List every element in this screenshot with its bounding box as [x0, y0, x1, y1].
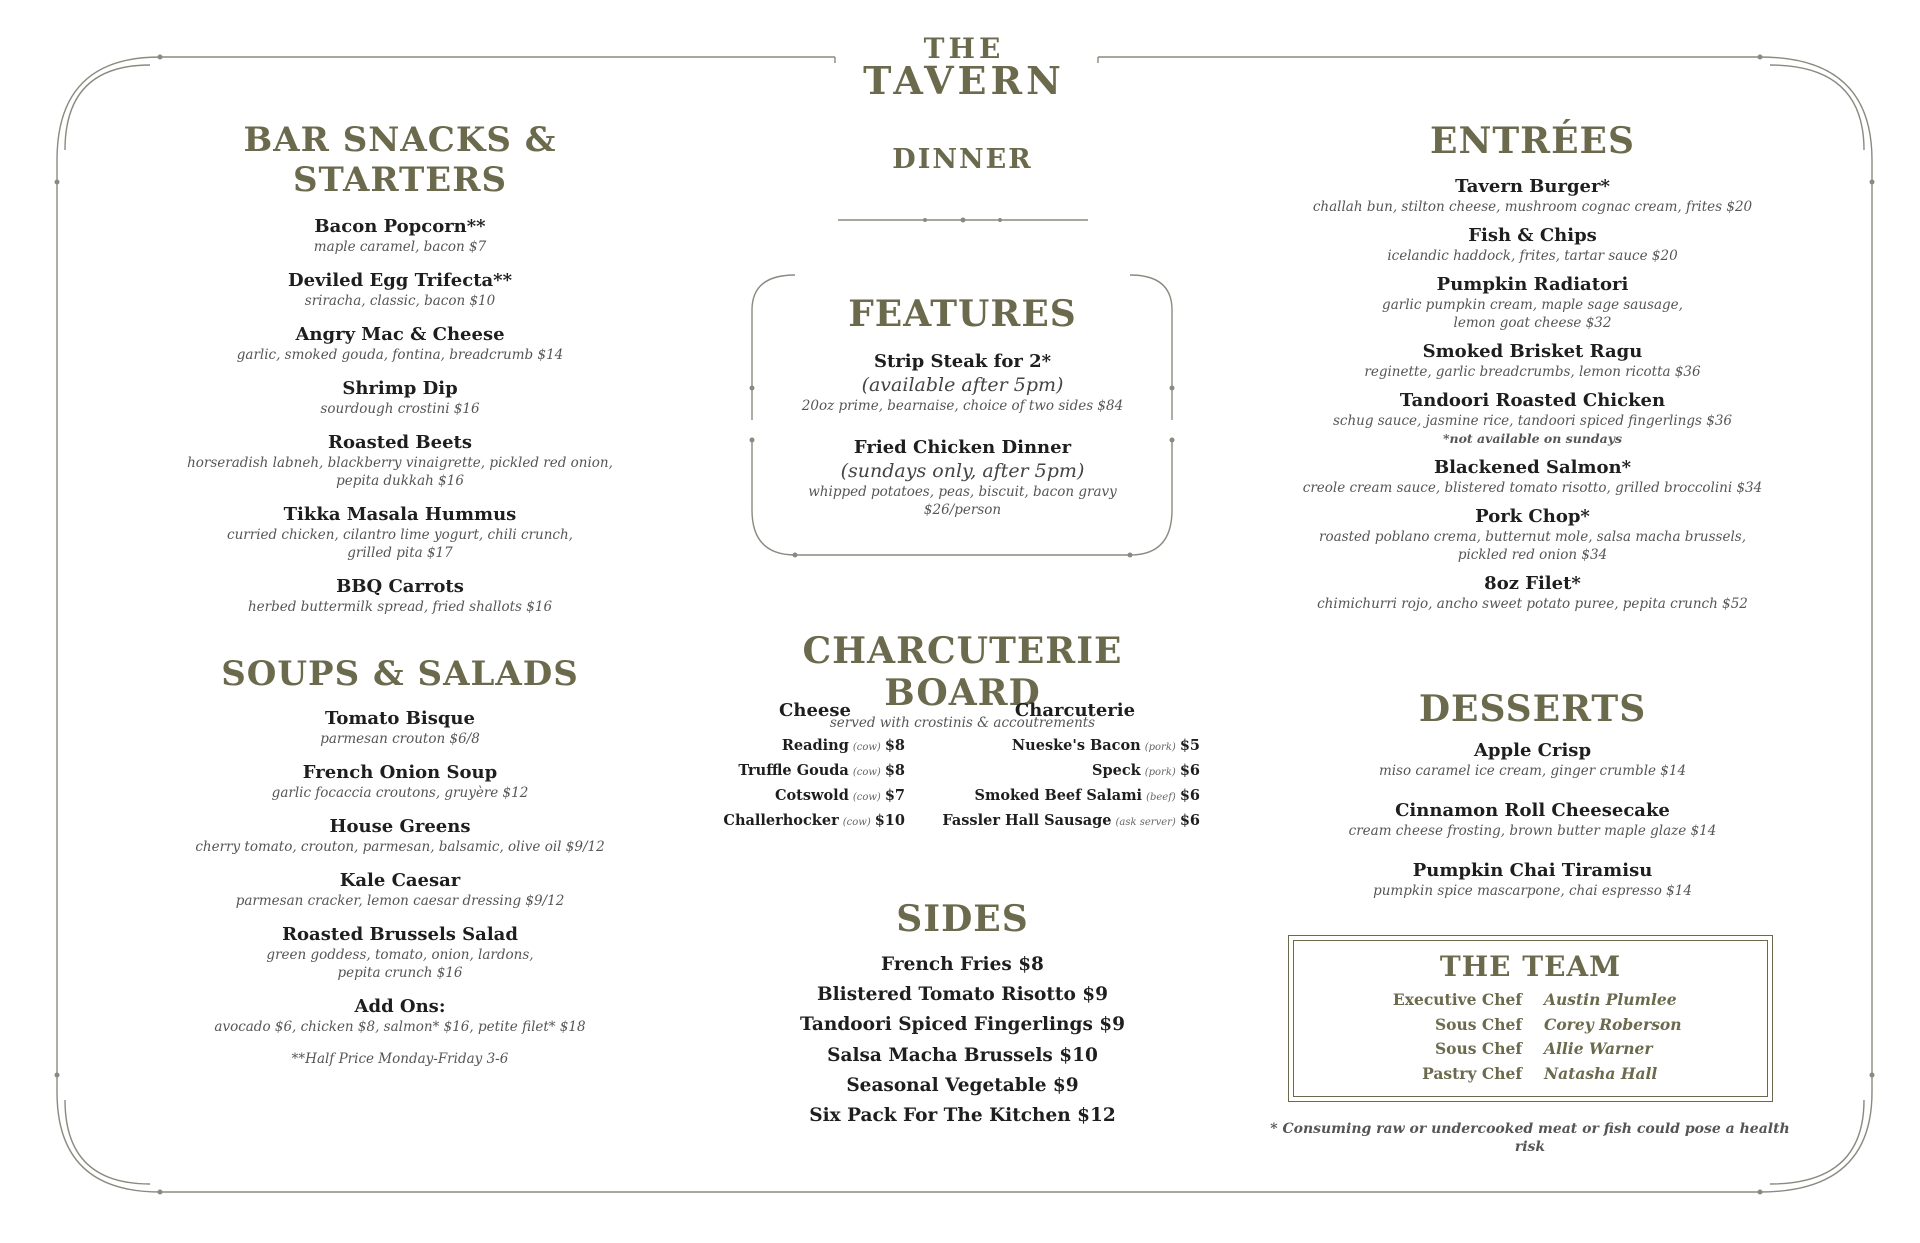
- sides-heading: SIDES: [896, 898, 1029, 940]
- board-row: [720, 759, 905, 784]
- menu-item-note: *not available on sundays: [1442, 431, 1623, 446]
- board-item-name: Smoked Beef Salami: [974, 787, 1143, 804]
- team-member-name: Allie Warner: [1544, 1039, 1653, 1058]
- menu-item-name: French Onion Soup: [302, 762, 498, 783]
- menu-item-description: pumpkin spice mascarpone, chai espresso $14: [1373, 883, 1692, 899]
- menu-item-description: 20oz prime, bearnaise, choice of two sides $84: [801, 398, 1124, 414]
- logo-tavern: TAVERN: [863, 58, 1065, 103]
- menu-item-name: Kale Caesar: [339, 870, 461, 891]
- menu-item: [1295, 176, 1770, 216]
- entrees-section: [1295, 120, 1770, 622]
- cheese-heading: Cheese: [779, 700, 851, 721]
- board-item-animal: (cow): [852, 792, 881, 803]
- menu-item-description: pepita dukkah $16: [336, 473, 464, 489]
- board-item-name: Truffle Gouda: [738, 762, 849, 779]
- team-member: [1289, 1039, 1772, 1064]
- menu-item-description: pepita crunch $16: [337, 965, 463, 981]
- menu-item-name: Pumpkin Chai Tiramisu: [1412, 860, 1653, 881]
- board-item-animal: (pork): [1144, 767, 1176, 778]
- menu-item: [1295, 390, 1770, 448]
- features-section: [720, 293, 1205, 541]
- meal-label-wrap: [720, 144, 1205, 175]
- half-price-note: **Half Price Monday-Friday 3-6: [291, 1051, 509, 1067]
- menu-item-name: House Greens: [329, 816, 471, 837]
- team-member-name: Natasha Hall: [1544, 1063, 1658, 1083]
- board-item-price: $6: [1179, 787, 1200, 804]
- menu-item-name: Pumpkin Radiatori: [1436, 274, 1629, 295]
- sides-list: [720, 950, 1205, 1131]
- team-member-name: Corey Roberson: [1544, 1014, 1682, 1034]
- menu-item: [1295, 860, 1770, 900]
- menu-item-name: Add Ons:: [354, 996, 446, 1017]
- board-item-name: Nueske's Bacon: [1011, 737, 1141, 754]
- menu-item-name: Pork Chop*: [1475, 506, 1590, 527]
- board-row: [940, 759, 1200, 784]
- menu-item-name: Tikka Masala Hummus: [283, 504, 517, 525]
- cheese-heading-wrap: [720, 700, 910, 721]
- menu-item: [720, 351, 1205, 415]
- menu-item-description: creole cream sauce, blistered tomato risotto, grilled broccolini $34: [1302, 480, 1763, 496]
- menu-item: [160, 432, 640, 490]
- menu-item: [1295, 274, 1770, 332]
- menu-item-description: sourdough crostini $16: [320, 401, 480, 417]
- team-member: [1289, 990, 1772, 1015]
- menu-item-description: green goddess, tomato, onion, lardons,: [266, 947, 534, 963]
- side-item: Salsa Macha Brussels $10: [827, 1044, 1098, 1066]
- side-item: Tandoori Spiced Fingerlings $9: [799, 1014, 1126, 1036]
- board-row: [940, 734, 1200, 759]
- team-member-role: Sous Chef: [1434, 1014, 1522, 1034]
- menu-item-description: horseradish labneh, blackberry vinaigrette, pickled red onion,: [187, 455, 613, 471]
- menu-item-name: Fish & Chips: [1468, 225, 1597, 246]
- menu-item-description: maple caramel, bacon $7: [313, 239, 487, 255]
- menu-item-name: Apple Crisp: [1473, 740, 1592, 761]
- menu-item-description: parmesan crouton $6/8: [320, 731, 480, 747]
- board-item-name: Fassler Hall Sausage: [942, 812, 1112, 829]
- menu-item-description: herbed buttermilk spread, fried shallots $16: [247, 599, 553, 615]
- menu-item-name: Fried Chicken Dinner: [853, 437, 1072, 458]
- team-member-role: Pastry Chef: [1422, 1063, 1522, 1083]
- board-item-animal: (pork): [1144, 742, 1176, 753]
- side-item: Blistered Tomato Risotto $9: [817, 984, 1108, 1006]
- board-row: [720, 809, 905, 834]
- menu-item-description: miso caramel ice cream, ginger crumble $14: [1378, 763, 1687, 779]
- charcuterie-heading: CHARCUTERIE BOARD: [802, 630, 1123, 714]
- menu-item-name: Roasted Brussels Salad: [282, 924, 518, 945]
- menu-item-description: lemon goat cheese $32: [1453, 315, 1612, 331]
- menu-item: [1295, 740, 1770, 780]
- menu-item: [160, 816, 640, 856]
- menu-item: [720, 437, 1205, 519]
- menu-item-description: garlic, smoked gouda, fontina, breadcrumb $14: [236, 347, 564, 363]
- menu-item: [160, 378, 640, 418]
- menu-item-name: Cinnamon Roll Cheesecake: [1395, 800, 1670, 821]
- charcuterie-subtitle: served with crostinis & accoutrements: [829, 715, 1096, 731]
- menu-item: [160, 708, 640, 748]
- team-box: [1288, 935, 1773, 1102]
- soups-list: [160, 708, 640, 1036]
- board-item-animal: (ask server): [1115, 817, 1176, 828]
- board-item-name: Challerhocker: [723, 812, 839, 829]
- team-member-name: Austin Plumlee: [1544, 990, 1677, 1009]
- menu-item-description: schug sauce, jasmine rice, tandoori spiced fingerlings $36: [1332, 413, 1732, 429]
- desserts-heading: DESSERTS: [1418, 688, 1647, 730]
- menu-item: [1295, 225, 1770, 265]
- board-item-name: Cotswold: [774, 787, 849, 804]
- team-heading: THE TEAM: [1439, 950, 1622, 983]
- menu-item: [160, 762, 640, 802]
- menu-item-note: (sundays only, after 5pm): [840, 460, 1085, 482]
- menu-item: [160, 216, 640, 256]
- menu-item-description: chimichurri rojo, ancho sweet potato puree, pepita crunch $52: [1317, 596, 1748, 612]
- side-item: French Fries $8: [881, 954, 1044, 975]
- board-item-price: $8: [884, 737, 905, 754]
- menu-item-description: garlic pumpkin cream, maple sage sausage,: [1382, 297, 1683, 313]
- entrees-list: [1295, 176, 1770, 613]
- board-row: [720, 784, 905, 809]
- menu-item-name: 8oz Filet*: [1484, 573, 1581, 594]
- health-disclaimer: * Consuming raw or undercooked meat or fish could pose a health risk: [1270, 1121, 1790, 1155]
- menu-item-name: Angry Mac & Cheese: [295, 324, 505, 345]
- menu-item-description: grilled pita $17: [347, 545, 453, 561]
- menu-item-name: Roasted Beets: [328, 432, 472, 453]
- menu-item: [160, 924, 640, 982]
- bar-snacks-list: [160, 216, 640, 616]
- meat-heading-wrap: [965, 700, 1185, 721]
- board-item-price: $6: [1179, 762, 1200, 779]
- menu-item: [1295, 506, 1770, 564]
- menu-item-description: icelandic haddock, frites, tartar sauce $20: [1387, 248, 1678, 264]
- menu-item-description: sriracha, classic, bacon $10: [304, 293, 496, 309]
- bar-snacks-heading: BAR SNACKS & STARTERS: [243, 120, 557, 200]
- menu-item: [1295, 457, 1770, 497]
- bar-snacks-section: [160, 120, 640, 630]
- board-item-animal: (cow): [852, 767, 881, 778]
- desserts-section: [1295, 688, 1770, 920]
- menu-item-description: cream cheese frosting, brown butter maple glaze $14: [1348, 823, 1717, 839]
- menu-item: [160, 576, 640, 616]
- menu-item-name: Strip Steak for 2*: [873, 351, 1052, 372]
- logo-the: THE: [923, 32, 1005, 65]
- menu-item-name: Tavern Burger*: [1455, 176, 1610, 197]
- menu-item-description: roasted poblano crema, butternut mole, salsa macha brussels,: [1319, 529, 1746, 545]
- menu-item: [1295, 573, 1770, 613]
- menu-item: [1295, 341, 1770, 381]
- board-item-price: $7: [884, 787, 905, 804]
- menu-item-name: Tomato Bisque: [325, 708, 475, 729]
- features-heading: FEATURES: [848, 293, 1077, 335]
- menu-item: [160, 270, 640, 310]
- menu-item: [160, 870, 640, 910]
- menu-item: [160, 504, 640, 562]
- menu-item-description: pickled red onion $34: [1457, 547, 1608, 563]
- team-member: [1289, 1064, 1772, 1089]
- board-item-animal: (beef): [1146, 792, 1176, 803]
- menu-item-description: reginette, garlic breadcrumbs, lemon ricotta $36: [1364, 364, 1701, 380]
- soups-section: [160, 654, 640, 1068]
- menu-item-description: cherry tomato, crouton, parmesan, balsamic, olive oil $9/12: [195, 839, 605, 855]
- menu-item-name: Shrimp Dip: [342, 378, 458, 399]
- entrees-heading: ENTRÉES: [1430, 120, 1635, 162]
- menu-item-description: challah bun, stilton cheese, mushroom cognac cream, frites $20: [1312, 199, 1753, 215]
- menu-item: [160, 324, 640, 364]
- board-row: [940, 784, 1200, 809]
- team-member-role: Sous Chef: [1434, 1039, 1522, 1058]
- menu-item-description: garlic focaccia croutons, gruyère $12: [271, 785, 529, 801]
- team-list: [1289, 990, 1772, 1088]
- team-member: [1289, 1015, 1772, 1040]
- menu-item-note: (available after 5pm): [861, 374, 1064, 396]
- soups-heading: SOUPS & SALADS: [221, 654, 579, 694]
- menu-item-name: Bacon Popcorn**: [314, 216, 486, 237]
- menu-item-description: avocado $6, chicken $8, salmon* $16, petite filet* $18: [214, 1019, 586, 1035]
- board-item-name: Reading: [781, 737, 849, 754]
- menu-item-name: BBQ Carrots: [336, 576, 464, 597]
- menu-item-description: parmesan cracker, lemon caesar dressing $9/12: [235, 893, 565, 909]
- menu-item: [1295, 800, 1770, 840]
- board-item-price: $5: [1179, 737, 1200, 754]
- menu-item-description: $26/person: [923, 502, 1002, 518]
- menu-item-name: Deviled Egg Trifecta**: [287, 270, 513, 291]
- sides-section: [720, 898, 1205, 1131]
- board-item-animal: (cow): [852, 742, 881, 753]
- features-list: [720, 351, 1205, 519]
- desserts-list: [1295, 740, 1770, 900]
- menu-item: [160, 996, 640, 1036]
- side-item: Six Pack For The Kitchen $12: [809, 1105, 1116, 1127]
- team-member-role: Executive Chef: [1392, 990, 1522, 1009]
- side-item: Seasonal Vegetable $9: [846, 1074, 1079, 1096]
- cheese-list: [720, 734, 905, 834]
- meat-list: [940, 734, 1200, 834]
- board-item-animal: (cow): [842, 817, 871, 828]
- board-item-price: $10: [874, 812, 905, 829]
- menu-item-name: Smoked Brisket Ragu: [1422, 341, 1643, 362]
- board-item-price: $8: [884, 762, 905, 779]
- menu-item-description: whipped potatoes, peas, biscuit, bacon gravy: [808, 484, 1117, 500]
- board-row: [720, 734, 905, 759]
- meal-label: DINNER: [892, 144, 1033, 175]
- board-row: [940, 809, 1200, 834]
- menu-item-name: Tandoori Roasted Chicken: [1399, 390, 1666, 411]
- board-item-price: $6: [1179, 812, 1200, 829]
- menu-item-description: curried chicken, cilantro lime yogurt, chili crunch,: [227, 527, 573, 543]
- board-item-name: Speck: [1092, 762, 1141, 779]
- menu-item-name: Blackened Salmon*: [1433, 457, 1632, 478]
- meat-heading: Charcuterie: [1014, 700, 1136, 721]
